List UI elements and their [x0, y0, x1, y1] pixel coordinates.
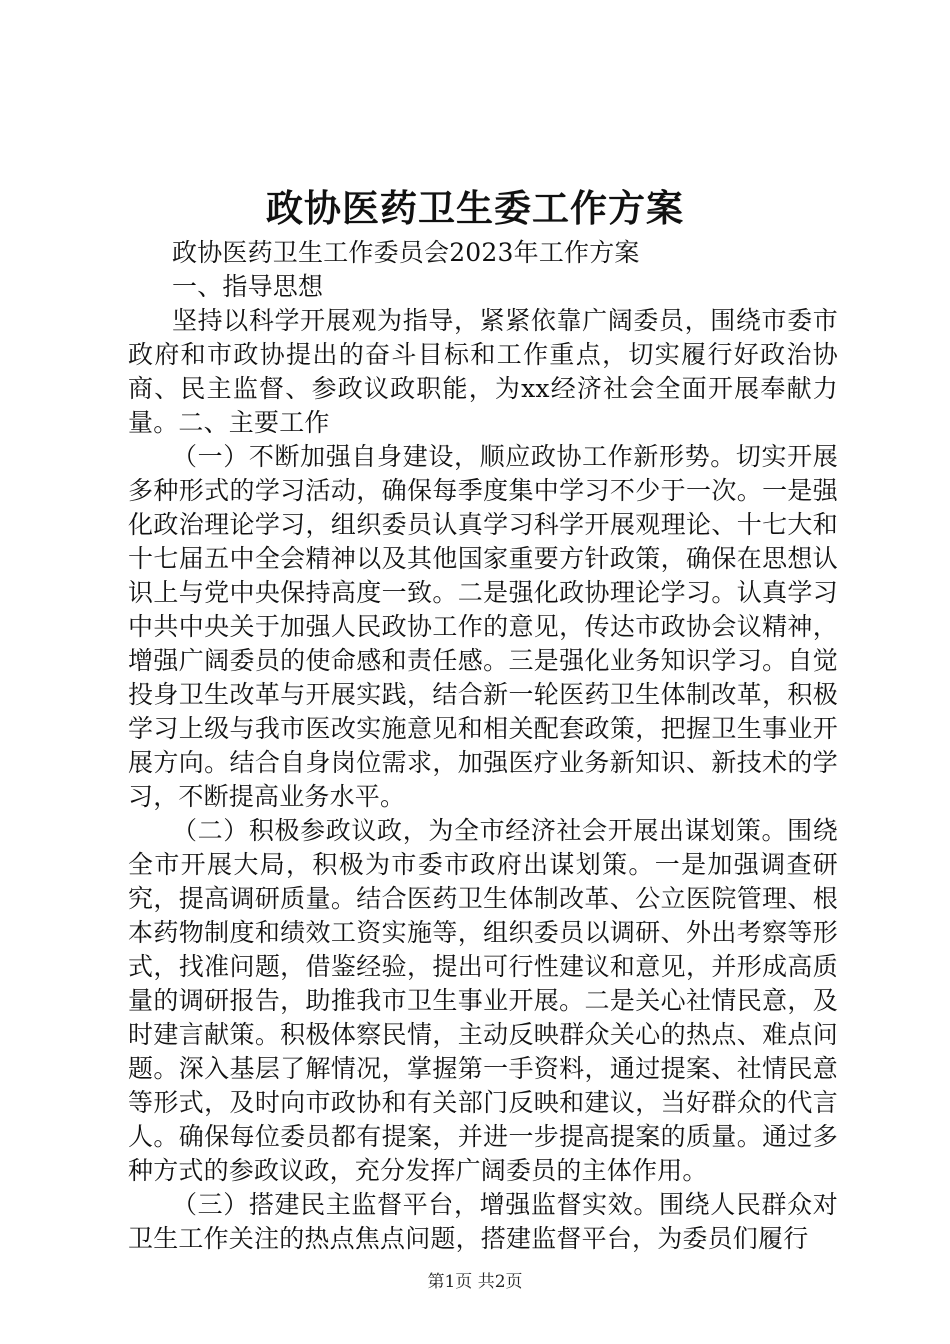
- paragraph-guiding-thought: 坚持以科学开展观为指导，紧紧依靠广阔委员，围绕市委市政府和市政协提出的奋斗目标和工作重点，切实履行好政治协商、民主监督、参政议政职能，为xx经济社会全面开展奉献力量。二、主要工作: [128, 306, 838, 437]
- document-title: 政协医药卫生委工作方案: [266, 186, 684, 230]
- paragraph-item-1: （一）不断加强自身建设，顺应政协工作新形势。切实开展多种形式的学习活动，确保每季度集中学习不少于一次。一是强化政治理论学习，组织委员认真学习科学开展观理论、十七大和十七届五中全会精神以及其他国家重要方针政策，确保在思想认识上与党中央保持高度一致。二是强化政协理论学习。认真学习中共中央关于加强人民政协工作的意见，传达市政协会议精神，增强广阔委员的使命感和责任感。三是强化业务知识学习。自觉投身卫生改革与开展实践，结合新一轮医药卫生体制改革，积极学习上级与我市医改实施意见和相关配套政策，把握卫生事业开展方向。结合自身岗位需求，加强医疗业务新知识、新技术的学习，不断提高业务水平。: [128, 442, 838, 811]
- paragraph-subtitle: 政协医药卫生工作委员会2023年工作方案: [172, 238, 640, 267]
- paragraph-item-3: （三）搭建民主监督平台，增强监督实效。围绕人民群众对卫生工作关注的热点焦点问题，搭建监督平台，为委员们履行: [128, 1190, 838, 1253]
- page-footer: 第1页 共2页: [427, 1272, 523, 1292]
- paragraph-item-2: （二）积极参政议政，为全市经济社会开展出谋划策。围绕全市开展大局，积极为市委市政府出谋划策。一是加强调查研究，提高调研质量。结合医药卫生体制改革、公立医院管理、根本药物制度和绩效工资实施等，组织委员以调研、外出考察等形式，找准问题，借鉴经验，提出可行性建议和意见，并形成高质量的调研报告，助推我市卫生事业开展。二是关心社情民意，及时建言献策。积极体察民情，主动反映群众关心的热点、难点问题。深入基层了解情况，掌握第一手资料，通过提案、社情民意等形式，及时向市政协和有关部门反映和建议，当好群众的代言人。确保每位委员都有提案，并进一步提高提案的质量。通过多种方式的参政议政，充分发挥广阔委员的主体作用。: [128, 816, 838, 1185]
- paragraph-section-heading: 一、指导思想: [172, 272, 324, 301]
- document-body: [128, 236, 838, 1256]
